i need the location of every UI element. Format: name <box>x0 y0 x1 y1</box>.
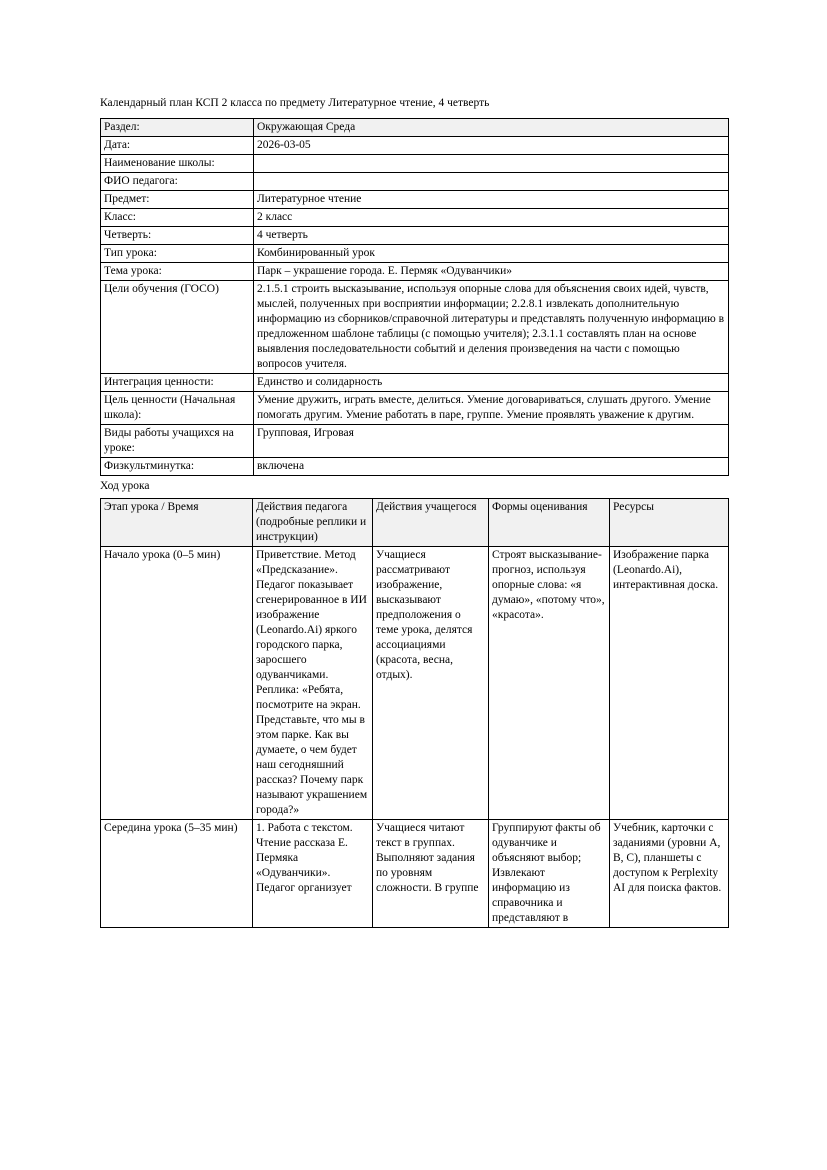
info-label: Дата: <box>101 137 254 155</box>
table-row <box>101 547 729 820</box>
lesson-flow-table <box>100 498 729 928</box>
cell-stage: Середина урока (5–35 мин) <box>101 820 253 928</box>
info-value: Умение дружить, играть вместе, делиться. Умение договариваться, слушать другого. Умение помогать другим. Умение работать в паре, группе. Умение проявлять уважение к другим. <box>254 392 729 425</box>
page-bottom-margin <box>0 1063 827 1170</box>
document-content <box>100 96 728 928</box>
info-value: Комбинированный урок <box>254 245 729 263</box>
column-header-stage: Этап урока / Время <box>101 499 253 547</box>
column-header-student-actions: Действия учащегося <box>373 499 489 547</box>
cell-student-actions: Учащиеся рассматривают изображение, высказывают предположения о теме урока, делятся ассоциациями (красота, весна, отдых). <box>373 547 489 820</box>
column-header-assessment: Формы оценивания <box>489 499 610 547</box>
info-value <box>254 173 729 191</box>
info-value: Литературное чтение <box>254 191 729 209</box>
column-header-teacher-actions: Действия педагога (подробные реплики и инструкции) <box>253 499 373 547</box>
column-header-resources: Ресурсы <box>610 499 729 547</box>
page-title: Календарный план КСП 2 класса по предмету Литературное чтение, 4 четверть <box>100 97 490 109</box>
info-value: Групповая, Игровая <box>254 425 729 458</box>
lesson-info-table <box>100 118 729 476</box>
info-label: Тема урока: <box>101 263 254 281</box>
info-value: 2.1.5.1 строить высказывание, используя опорные слова для объяснения своих идей, чувств, мыслей, полученных при восприятии информации; 2.2.8.1 извлекать дополнительную информацию из сборников/справочной литературы и представлять полученную информацию в предложенном шаблоне таблицы (с помощью учителя); 2.3.1.1 составлять план на основе выявления последовательности событий и деления произведения на части с помощью вопросов учителя. <box>254 281 729 374</box>
table-row <box>101 227 729 245</box>
cell-teacher-actions: Приветствие. Метод «Предсказание». Педагог показывает сгенерированное в ИИ изображение (Leonardo.Ai) яркого городского парка, заросшего одуванчиками. Реплика: «Ребята, посмотрите на экран. Представьте, что мы в этом парке. Как вы думаете, о чем будет наш сегодняшний рассказ? Почему парк называют украшением города?» <box>253 547 373 820</box>
cell-assessment: Строят высказывание-прогноз, используя опорные слова: «я думаю», «потому что», «красота». <box>489 547 610 820</box>
lesson-flow-heading: Ход урока <box>100 480 150 492</box>
table-row <box>101 209 729 227</box>
info-value <box>254 155 729 173</box>
info-label: Класс: <box>101 209 254 227</box>
info-label: Раздел: <box>101 119 254 137</box>
info-label: Четверть: <box>101 227 254 245</box>
info-value: Единство и солидарность <box>254 374 729 392</box>
table-row <box>101 173 729 191</box>
info-label: Предмет: <box>101 191 254 209</box>
lesson-info-body <box>101 119 729 476</box>
table-row <box>101 425 729 458</box>
info-value: 2 класс <box>254 209 729 227</box>
info-label: Цель ценности (Начальная школа): <box>101 392 254 425</box>
table-row <box>101 155 729 173</box>
info-value: Парк – украшение города. Е. Пермяк «Одуванчики» <box>254 263 729 281</box>
info-label: Цели обучения (ГОСО) <box>101 281 254 374</box>
lesson-flow-header <box>101 499 729 547</box>
table-row <box>101 263 729 281</box>
info-label: ФИО педагога: <box>101 173 254 191</box>
cell-student-actions: Учащиеся читают текст в группах. Выполняют задания по уровням сложности. В группе <box>373 820 489 928</box>
table-header-row <box>101 499 729 547</box>
cell-teacher-actions: 1. Работа с текстом. Чтение рассказа Е. Пермяка «Одуванчики». Педагог организует <box>253 820 373 928</box>
info-label: Виды работы учащихся на уроке: <box>101 425 254 458</box>
info-label: Интеграция ценности: <box>101 374 254 392</box>
table-row <box>101 820 729 928</box>
cell-resources: Изображение парка (Leonardo.Ai), интерактивная доска. <box>610 547 729 820</box>
info-label: Тип урока: <box>101 245 254 263</box>
lesson-flow-body <box>101 547 729 928</box>
info-value: 4 четверть <box>254 227 729 245</box>
table-row <box>101 374 729 392</box>
cell-assessment: Группируют факты об одуванчике и объясняют выбор; Извлекают информацию из справочника и представляют в <box>489 820 610 928</box>
table-row <box>101 191 729 209</box>
table-row <box>101 281 729 374</box>
table-row <box>101 137 729 155</box>
cell-resources: Учебник, карточки с заданиями (уровни A, B, C), планшеты с доступом к Perplexity AI для поиска фактов. <box>610 820 729 928</box>
info-value: 2026-03-05 <box>254 137 729 155</box>
info-value: включена <box>254 458 729 476</box>
info-value: Окружающая Среда <box>254 119 729 137</box>
cell-stage: Начало урока (0–5 мин) <box>101 547 253 820</box>
table-row <box>101 119 729 137</box>
info-label: Наименование школы: <box>101 155 254 173</box>
info-label: Физкультминутка: <box>101 458 254 476</box>
table-row <box>101 392 729 425</box>
table-row <box>101 458 729 476</box>
table-row <box>101 245 729 263</box>
